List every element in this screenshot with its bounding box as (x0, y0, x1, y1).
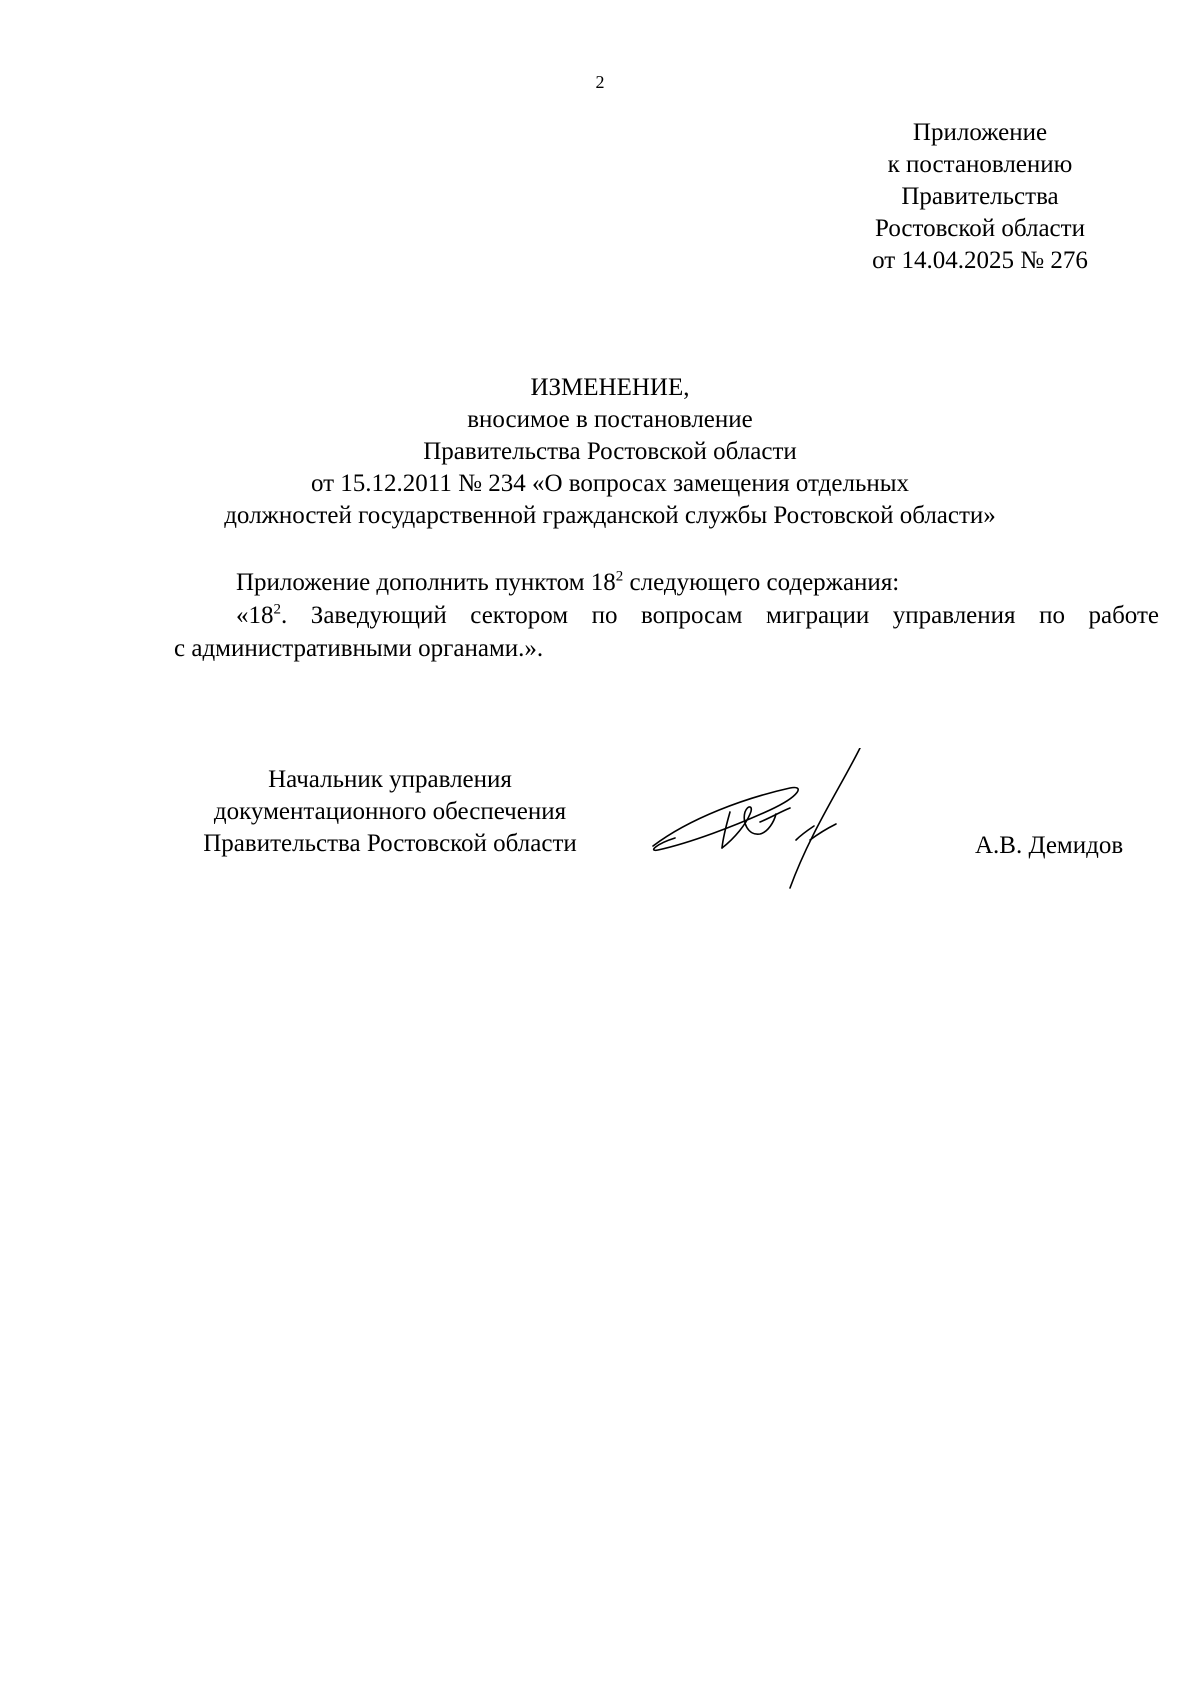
title-line: вносимое в постановление (467, 406, 753, 433)
title-line: должностей государственной гражданской службы Ростовской области» (224, 502, 996, 529)
appendix-line: к постановлению (887, 151, 1073, 178)
body-paragraph-2 (174, 599, 1159, 632)
signer-title-line: документационного обеспечения (213, 798, 567, 825)
title-line: Правительства Ростовской области (423, 438, 797, 465)
appendix-line: от 14.04.2025 № 276 (872, 247, 1088, 274)
superscript: 2 (615, 568, 624, 585)
document-title (160, 372, 1060, 532)
appendix-line: Приложение (912, 119, 1048, 146)
handwritten-signature (650, 748, 950, 918)
appendix-line: Правительства (901, 183, 1059, 210)
title-heading: ИЗМЕНЕНИЕ, (530, 374, 690, 401)
superscript: 2 (273, 601, 281, 618)
body-text: следующего содержания: (623, 569, 900, 596)
signer-position (170, 764, 610, 860)
appendix-header (800, 117, 1160, 277)
document-body (174, 566, 1159, 665)
body-paragraph-2-continuation: с административными органами.». (174, 635, 544, 662)
body-text: . Заведующий сектором по вопросам миграции управления по работе (281, 602, 1159, 629)
body-paragraph-1 (174, 566, 1159, 599)
signer-title-line: Правительства Ростовской области (203, 830, 577, 857)
appendix-line: Ростовской области (875, 215, 1085, 242)
title-line: от 15.12.2011 № 234 «О вопросах замещения отдельных (310, 470, 910, 497)
page-number: 2 (595, 72, 605, 92)
body-text: Приложение дополнить пунктом 18 (236, 569, 616, 596)
body-text: «18 (236, 602, 274, 629)
signer-name: А.В. Демидов (975, 832, 1124, 859)
signer-title-line: Начальник управления (268, 766, 512, 793)
